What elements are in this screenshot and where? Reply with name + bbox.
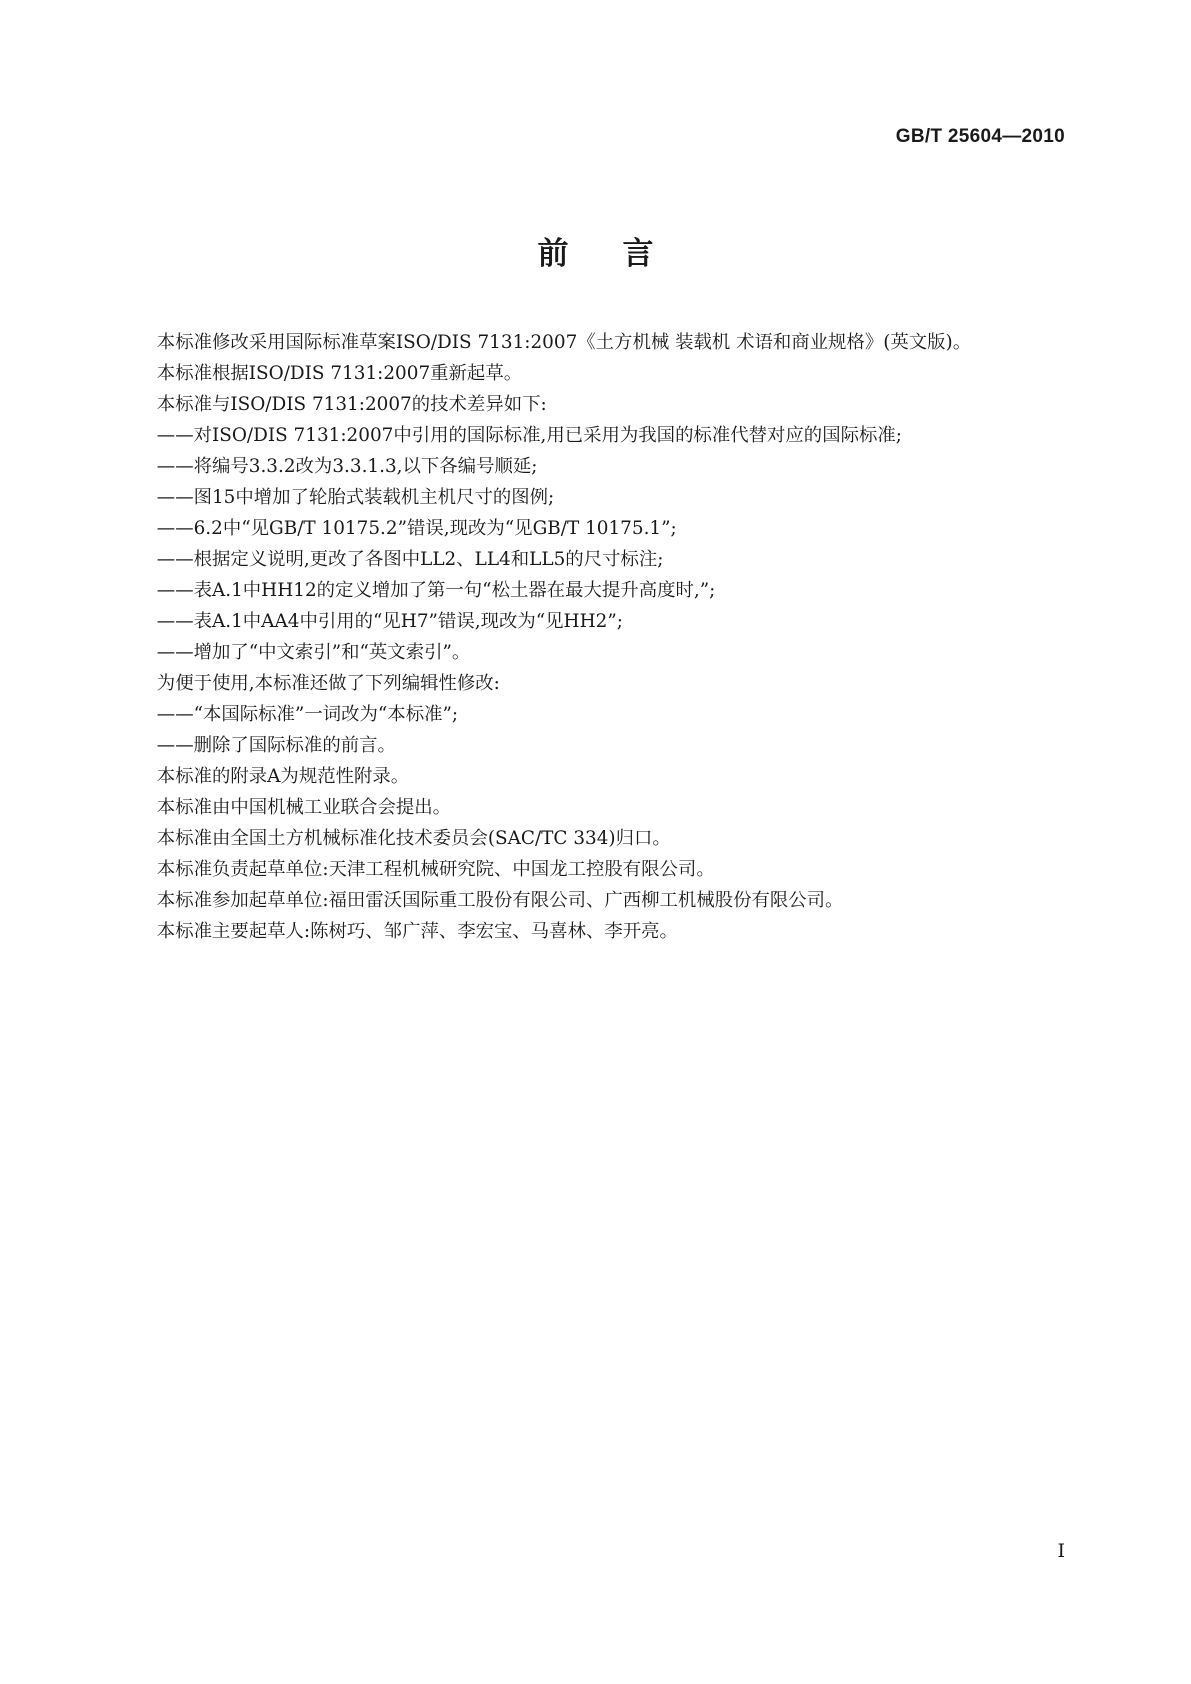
list-item-editorial: ——删除了国际标准的前言。 (156, 735, 396, 756)
foreword-body (120, 327, 1068, 947)
list-item-difference: ——将编号3.3.2改为3.3.1.3,以下各编号顺延; (156, 456, 538, 477)
paragraph-annex: 本标准的附录A为规范性附录。 (156, 766, 410, 787)
page-number: I (1057, 1540, 1065, 1562)
list-item-difference: ——图15中增加了轮胎式装载机主机尺寸的图例; (156, 487, 555, 508)
list-item-difference: ——6.2中“见GB/T 10175.2”错误,现改为“见GB/T 10175.1”; (156, 518, 677, 539)
list-item-difference: ——增加了“中文索引”和“英文索引”。 (156, 642, 471, 663)
paragraph-committee: 本标准由全国土方机械标准化技术委员会(SAC/TC 334)归口。 (156, 828, 671, 849)
page-title: 前言 (537, 236, 708, 272)
paragraph-redrafted: 本标准根据ISO/DIS 7131:2007重新起草。 (156, 363, 523, 384)
paragraph-proposer: 本标准由中国机械工业联合会提出。 (156, 797, 452, 818)
paragraph-participating-drafters: 本标准参加起草单位:福田雷沃国际重工股份有限公司、广西柳工机械股份有限公司。 (156, 890, 844, 911)
paragraph-editorial-intro: 为便于使用,本标准还做了下列编辑性修改: (156, 673, 500, 694)
standard-code: GB/T 25604—2010 (895, 126, 1065, 147)
paragraph-differences-intro: 本标准与ISO/DIS 7131:2007的技术差异如下: (156, 394, 547, 415)
list-item-difference: ——对ISO/DIS 7131:2007中引用的国际标准,用已采用为我国的标准代替对应的国际标准; (156, 425, 902, 446)
list-item-difference: ——表A.1中AA4中引用的“见H7”错误,现改为“见HH2”; (156, 611, 623, 632)
paragraph-adoption: 本标准修改采用国际标准草案ISO/DIS 7131:2007《土方机械 装载机 术语和商业规格》(英文版)。 (156, 332, 972, 353)
paragraph-lead-drafters: 本标准负责起草单位:天津工程机械研究院、中国龙工控股有限公司。 (156, 859, 715, 880)
list-item-difference: ——表A.1中HH12的定义增加了第一句“松土器在最大提升高度时,”; (156, 580, 716, 601)
list-item-difference: ——根据定义说明,更改了各图中LL2、LL4和LL5的尺寸标注; (156, 549, 664, 570)
paragraph-main-drafters: 本标准主要起草人:陈树巧、邹广萍、李宏宝、马喜林、李开亮。 (156, 921, 678, 942)
list-item-editorial: ——“本国际标准”一词改为“本标准”; (156, 704, 459, 725)
